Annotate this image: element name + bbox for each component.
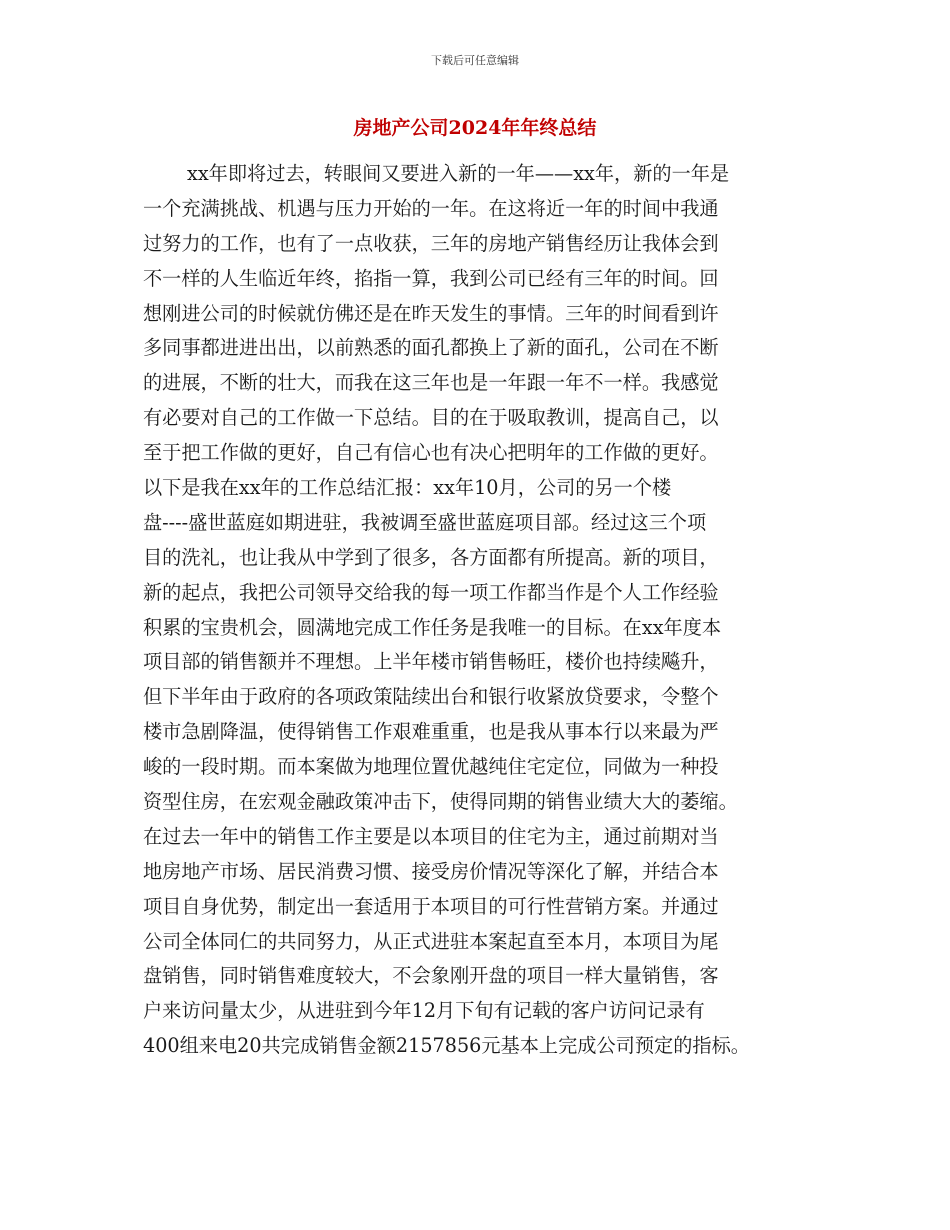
body-line: 盘销售，同时销售难度较大，不会象刚开盘的项目一样大量销售，客 <box>143 964 719 988</box>
body-line: 新的起点，我把公司领导交给我的每一项工作都当作是个人工作经验 <box>143 580 719 604</box>
body-line: 不一样的人生临近年终，掐指一算，我到公司已经有三年的时间。回 <box>143 266 719 290</box>
body-line: 的进展，不断的壮大，而我在这三年也是一年跟一年不一样。我感觉 <box>143 371 719 395</box>
body-line: 有必要对自己的工作做一下总结。目的在于吸取教训，提高自己，以 <box>143 406 719 430</box>
body-line: 想刚进公司的时候就仿佛还是在昨天发生的事情。三年的时间看到许 <box>143 301 719 325</box>
body-line: 至于把工作做的更好，自己有信心也有决心把明年的工作做的更好。 <box>143 441 719 465</box>
body-line: 楼市急剧降温，使得销售工作艰难重重，也是我从事本行以来最为严 <box>143 720 719 744</box>
body-line: 项目自身优势，制定出一套适用于本项目的可行性营销方案。并通过 <box>143 894 719 918</box>
page-header-note: 下载后可任意编辑 <box>431 54 519 67</box>
body-line: 公司全体同仁的共同努力，从正式进驻本案起直至本月，本项目为尾 <box>143 929 719 953</box>
body-line: 目的洗礼，也让我从中学到了很多，各方面都有所提高。新的项目， <box>143 545 719 569</box>
body-line: 盘----盛世蓝庭如期进驻，我被调至盛世蓝庭项目部。经过这三个项 <box>143 510 707 534</box>
body-line: 以下是我在xx年的工作总结汇报：xx年10月，公司的另一个楼 <box>143 476 672 500</box>
document-title: 房地产公司2024年年终总结 <box>353 117 597 139</box>
body-line: xx年即将过去，转眼间又要进入新的一年——xx年，新的一年是 <box>187 162 730 185</box>
body-line: 多同事都进进出出，以前熟悉的面孔都换上了新的面孔，公司在不断 <box>143 336 719 360</box>
document-body <box>143 157 807 1064</box>
body-line: 一个充满挑战、机遇与压力开始的一年。在这将近一年的时间中我通 <box>143 196 719 220</box>
body-line: 但下半年由于政府的各项政策陆续出台和银行收紧放贷要求，令整个 <box>143 685 719 709</box>
body-line: 400组来电20共完成销售金额2157856元基本上完成公司预定的指标。 <box>143 1034 750 1058</box>
body-line: 积累的宝贵机会，圆满地完成工作任务是我唯一的目标。在xx年度本 <box>143 615 722 639</box>
body-line: 资型住房，在宏观金融政策冲击下，使得同期的销售业绩大大的萎缩。 <box>143 790 738 814</box>
body-line: 户来访问量太少，从进驻到今年12月下旬有记载的客户访问记录有 <box>143 999 705 1023</box>
body-line: 地房地产市场、居民消费习惯、接受房价情况等深化了解，并结合本 <box>143 859 719 883</box>
body-line: 项目部的销售额并不理想。上半年楼市销售畅旺，楼价也持续飚升， <box>143 650 719 674</box>
body-line: 在过去一年中的销售工作主要是以本项目的住宅为主，通过前期对当 <box>143 824 719 848</box>
body-line: 峻的一段时期。而本案做为地理位置优越纯住宅定位，同做为一种投 <box>143 755 719 779</box>
body-line: 过努力的工作，也有了一点收获，三年的房地产销售经历让我体会到 <box>143 231 719 255</box>
